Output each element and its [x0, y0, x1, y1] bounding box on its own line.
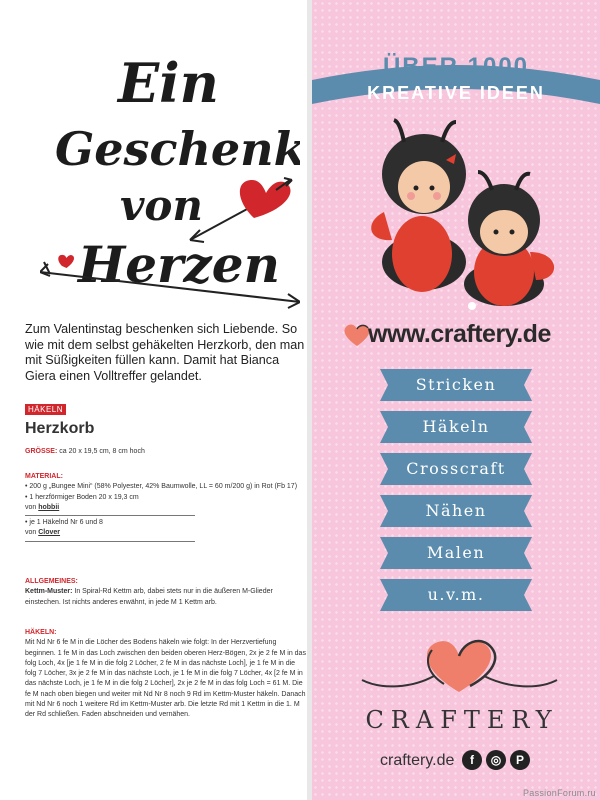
- ideas-banner: [312, 40, 600, 120]
- category-label: Crosscraft: [406, 459, 506, 478]
- category-label: Stricken: [415, 375, 497, 394]
- title-line-3: von: [120, 181, 203, 230]
- category-label: Malen: [426, 543, 486, 562]
- watermark: PassionForum.ru: [522, 788, 596, 798]
- material-source-prefix: von: [25, 529, 39, 537]
- material-item-1: • 200 g „Bungee Mini“ (58% Polyester, 42% Baumwolle, LL = 60 m/200 g) in Rot (Fb 17): [25, 483, 298, 491]
- title-line-1: Ein: [118, 51, 219, 115]
- material-source-prefix: von: [25, 503, 39, 511]
- material-section: [25, 472, 307, 544]
- clover-link[interactable]: Clover: [38, 529, 61, 537]
- crochet-section: [25, 628, 307, 721]
- category-tag: HÄKELN: [25, 404, 66, 415]
- title-line-2: Geschenk: [55, 122, 300, 176]
- small-heart-icon: [58, 255, 74, 268]
- category-label: Häkeln: [422, 417, 490, 436]
- pattern-title: Herzkorb: [25, 420, 95, 437]
- intro-text: Zum Valentinstag beschenken sich Liebende. So wie mit dem selbst gehäkelten Herzkorb, den man mit Süßigkeiten füllen kann. Damit hat Bianca Giera einen Volltreffer gelandet.: [25, 322, 305, 383]
- material-item-3: • je 1 Häkelnd Nr 6 und 8: [25, 519, 103, 527]
- craftery-url[interactable]: www.craftery.de: [368, 320, 551, 348]
- material-divider: [25, 541, 195, 542]
- category-ribbon-haekeln[interactable]: [380, 411, 532, 443]
- pinterest-icon[interactable]: P: [510, 750, 530, 770]
- instagram-icon[interactable]: ◎: [486, 750, 506, 770]
- material-item-2-source: [25, 503, 307, 513]
- craftery-ad[interactable]: [312, 0, 600, 800]
- heart-arrow-icon: [190, 178, 292, 242]
- size-line: [25, 448, 145, 455]
- ladybug-dolls-photo: [364, 112, 564, 312]
- general-label: Kettm-Muster:: [25, 588, 73, 596]
- material-divider: [25, 515, 195, 516]
- article-title-artwork: [40, 40, 300, 320]
- category-ribbon-malen[interactable]: [380, 537, 532, 569]
- size-value: ca 20 x 19,5 cm, 8 cm hoch: [59, 448, 145, 455]
- material-heading: MATERIAL:: [25, 473, 63, 480]
- title-line-4: Herzen: [78, 235, 280, 294]
- banner-main-text: KREATIVE IDEEN: [367, 83, 545, 103]
- crochet-instructions: Mit Nd Nr 6 fe M in die Löcher des Bodens häkeln wie folgt: In der Herzvertiefung beginnen. 1 fe M in das Loch zwischen den beiden oberen Herz-Bögen, 2x je 2 fe M in das folg Loch, 4x [je 1 fe M in die folg 2 Löcher, 2 fe M in das nächste Loch], je 1 fe M in die folg 7 Löcher, 3x je 2 fe M in das nächste Loch, je 1 fe M in die folg 7 Löcher, 4x [2 fe M in das nächste Loch, je 1 fe M in die folg 2 Löcher], 2x je 2 fe M in das folg Loch = 61 M. Die fe M nach oben biegen und weiter mit Nd Nr 8 noch 9 Rd im Kettm-Muster häkeln. Danach mit Nd Nr 6 noch 1 weitere Rd im Kettm-Muster arb. Die letzte Rd mit 1 Kettm in die 1. M der Rd schließen. Faden abschneiden und vernähen.: [25, 639, 306, 719]
- category-label: u.v.m.: [427, 585, 485, 604]
- size-label: GRÖSSE:: [25, 448, 58, 455]
- material-item-3-source: [25, 528, 307, 538]
- general-section: [25, 577, 307, 608]
- hobbii-link[interactable]: hobbii: [38, 503, 60, 511]
- category-label: Nähen: [425, 501, 487, 520]
- general-heading: ALLGEMEINES:: [25, 578, 78, 585]
- craftery-brand: CRAFTERY: [365, 706, 559, 734]
- material-item-2: • 1 herzförmiger Boden 20 x 19,3 cm: [25, 493, 139, 501]
- craftery-url-row[interactable]: [342, 318, 592, 352]
- crochet-heading: HÄKELN:: [25, 629, 57, 636]
- category-ribbon-uvm[interactable]: [380, 579, 532, 611]
- craftery-site[interactable]: craftery.de: [380, 752, 455, 769]
- category-ribbon-stricken[interactable]: [380, 369, 532, 401]
- category-ribbon-naehen[interactable]: [380, 495, 532, 527]
- general-body: In Spiral-Rd Kettm arb, dabei stets nur in die äußeren M-Glieder einstechen. Ist nichts anderes erwähnt, in jede M 1 Kettm arb.: [25, 588, 273, 606]
- general-text: [25, 587, 307, 608]
- banner-top-text: ÜBER 1000: [382, 53, 530, 80]
- facebook-icon[interactable]: f: [462, 750, 482, 770]
- category-ribbon-crosscraft[interactable]: [380, 453, 532, 485]
